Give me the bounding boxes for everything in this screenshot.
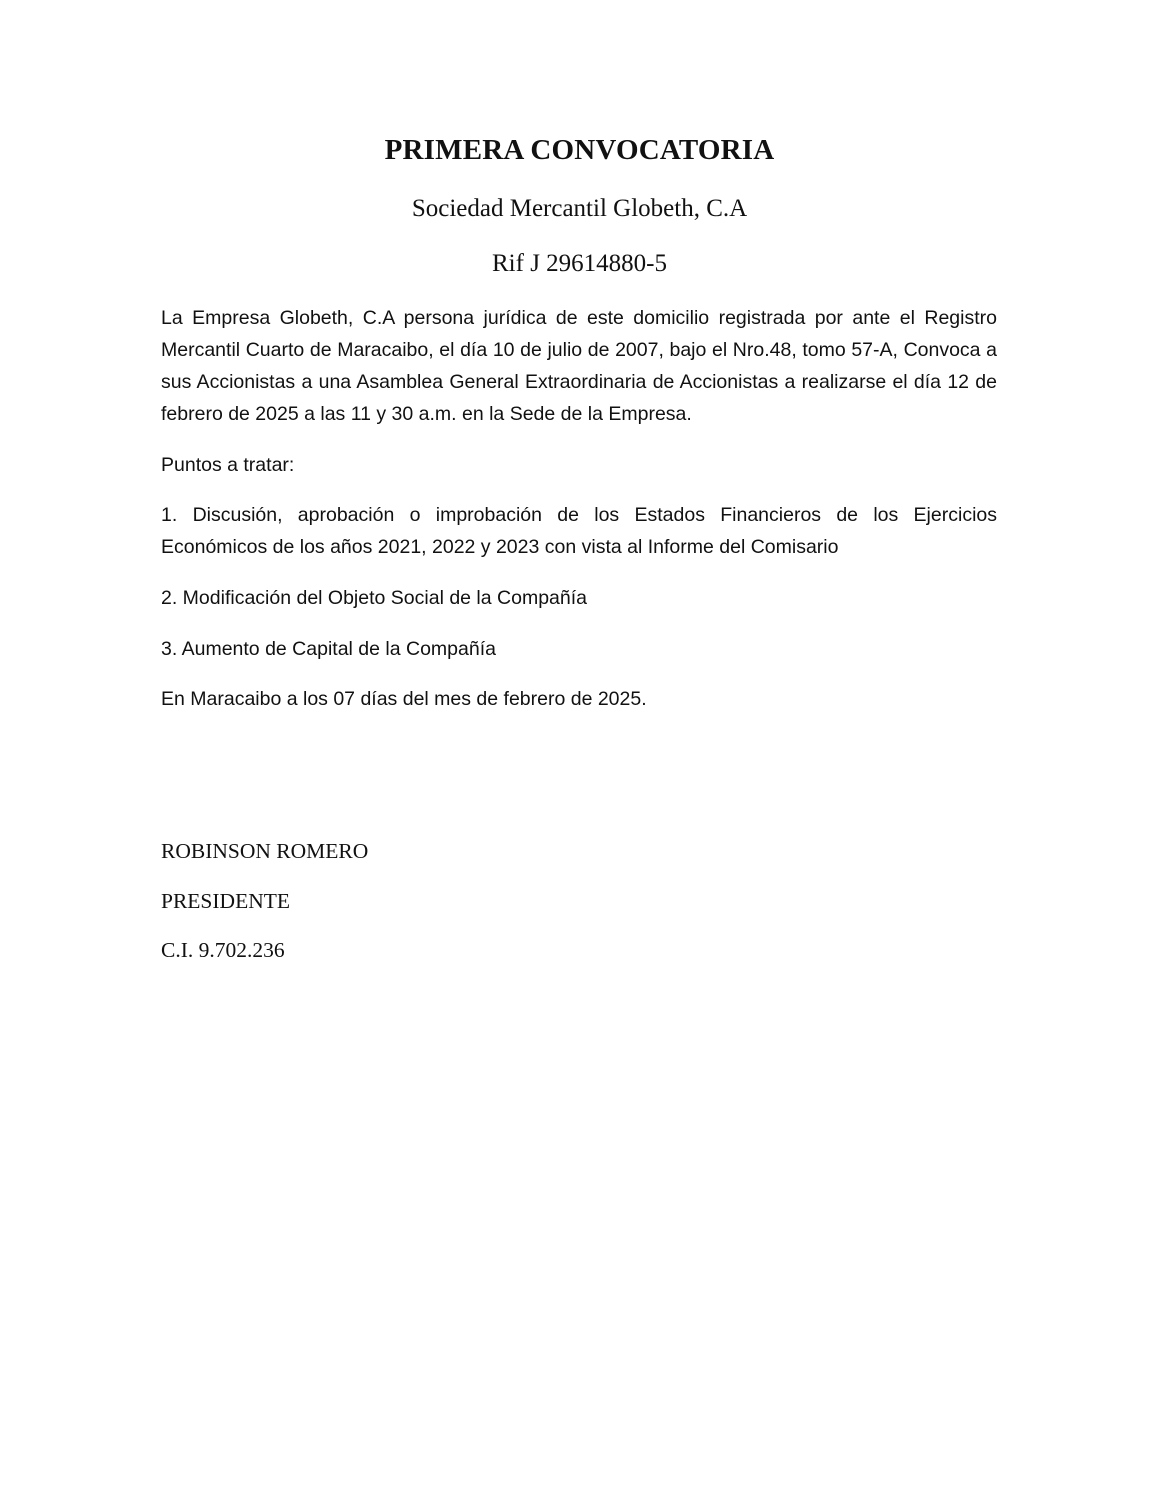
document-title: PRIMERA CONVOCATORIA <box>384 134 775 166</box>
company-name: Sociedad Mercantil Globeth, C.A <box>411 195 748 222</box>
agenda-item-1: 1. Discusión, aprobación o improbación de los Estados Financieros de los Ejercicios Económicos de los años 2021, 2022 y 2023 con vista al Informe del Comisario <box>161 504 997 558</box>
intro-paragraph: La Empresa Globeth, C.A persona jurídica de este domicilio registrada por ante el Registro Mercantil Cuarto de Maracaibo, el día 10 de julio de 2007, bajo el Nro.48, tomo 57-A, Convoca a sus Accionistas a una Asamblea General Extraordinaria de Accionistas a realizarse el día 12 de febrero de 2025 a las 11 y 30 a.m. en la Sede de la Empresa. <box>161 307 997 425</box>
closing-date: En Maracaibo a los 07 días del mes de febrero de 2025. <box>161 688 647 710</box>
signatory-role: PRESIDENTE <box>161 889 290 913</box>
agenda-item-3: 3. Aumento de Capital de la Compañía <box>161 638 496 660</box>
company-rif: Rif J 29614880-5 <box>492 250 667 277</box>
signatory-name: ROBINSON ROMERO <box>161 839 369 863</box>
agenda-item-2: 2. Modificación del Objeto Social de la Compañía <box>161 587 587 609</box>
signatory-id: C.I. 9.702.236 <box>161 938 285 962</box>
agenda-heading: Puntos a tratar: <box>161 454 295 476</box>
